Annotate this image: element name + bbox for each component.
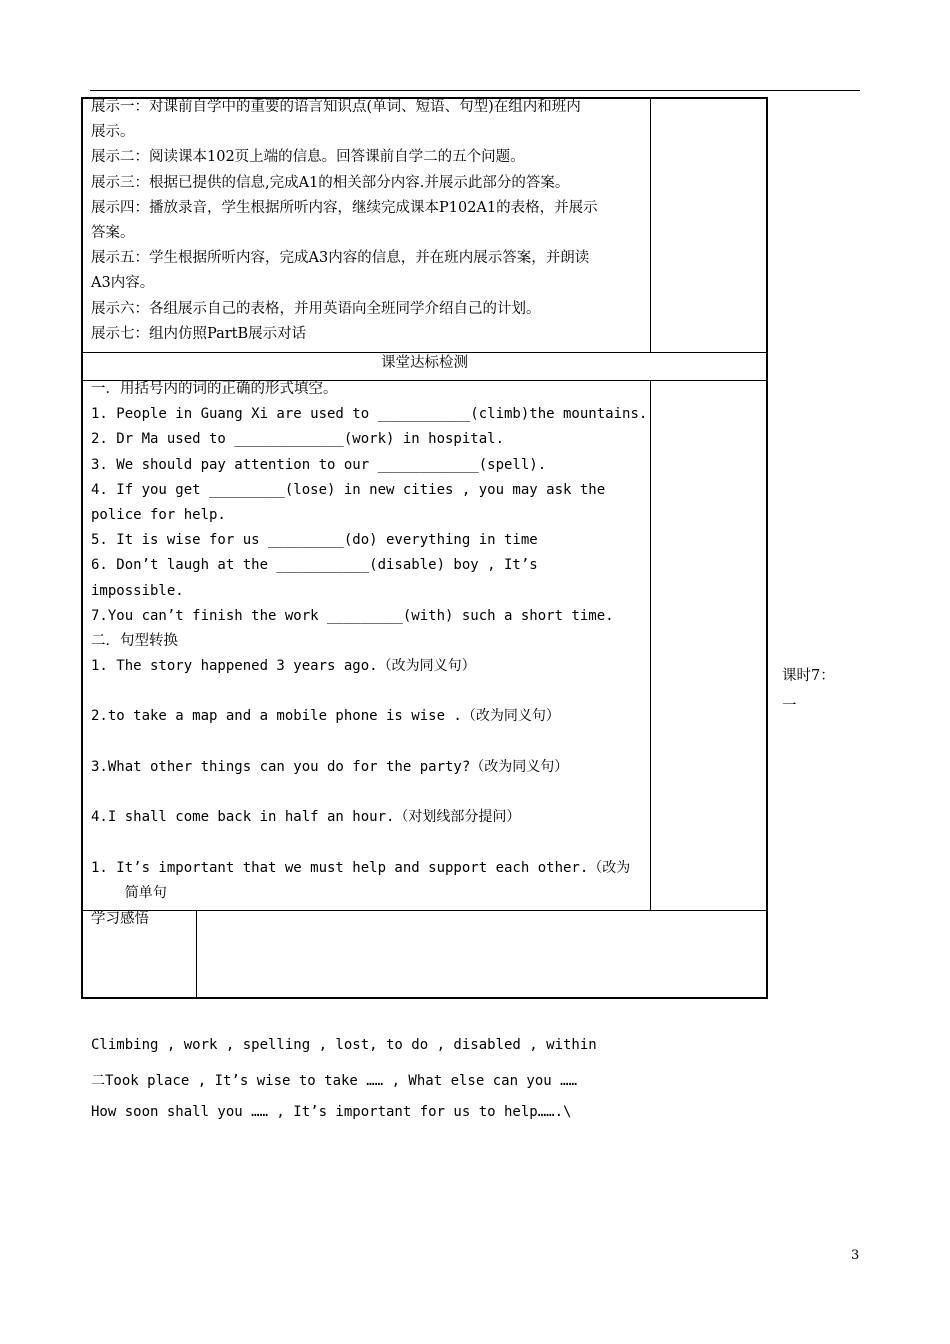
exercise-line [91, 830, 647, 855]
check-title: 课堂达标检测 [381, 355, 468, 371]
show-line: A3内容。 [91, 275, 155, 292]
exercise-line [91, 679, 647, 704]
show-line: 展示六：各组展示自己的表格，并用英语向全班同学介绍自己的计划。 [91, 300, 541, 317]
exercise-line: 4. If you get _________(lose) in new cities , you may ask the [91, 481, 606, 498]
column-divider-exercises [650, 380, 651, 910]
answer-line-2: 二Took place , It’s wise to take …… , What else can you …… [91, 1073, 578, 1089]
exercise-line: police for help. [91, 506, 226, 523]
exercise-line: 6. Don’t laugh at the ___________(disable) boy , It’s [91, 557, 538, 574]
exercises [91, 377, 647, 906]
exercise-line [91, 780, 647, 805]
exercise-line: 简单句 [91, 884, 167, 901]
page-number: 3 [851, 1248, 860, 1263]
exercise-line: 二．句型转换 [91, 632, 178, 649]
show-line: 展示。 [91, 124, 135, 141]
lesson-table [81, 97, 768, 999]
show-line: 展示四：播放录音，学生根据所听内容，继续完成课本P102A1的表格，并展示 [91, 199, 598, 216]
row-divider-3 [83, 910, 766, 911]
exercise-line: 1. It’s important that we must help and support each other.（改为 [91, 859, 631, 876]
exercise-line: impossible. [91, 582, 184, 599]
exercise-line [91, 730, 647, 755]
exercise-line: 3. We should pay attention to our ____________(spell). [91, 456, 547, 473]
exercise-line: 3.What other things can you do for the party?（改为同义句） [91, 758, 569, 775]
reflection-label: 学习感悟 [91, 911, 149, 927]
exercise-line: 2.to take a map and a mobile phone is wise .（改为同义句） [91, 708, 560, 725]
exercise-line: 2. Dr Ma used to _____________(work) in hospital. [91, 431, 505, 448]
show-line: 展示二：阅读课本102页上端的信息。回答课前自学二的五个问题。 [91, 149, 525, 166]
side-note-period: 课时7： [782, 668, 835, 684]
answer-line-1: Climbing , work , spelling , lost, to do , disabled , within [91, 1037, 597, 1053]
show-line: 展示五：学生根据所听内容，完成A3内容的信息，并在班内展示答案，并朗读 [91, 250, 590, 267]
exercise-line: 1. People in Guang Xi are used to ___________(climb)the mountains. [91, 406, 648, 423]
show-line: 答案。 [91, 225, 135, 242]
exercise-line: 1. The story happened 3 years ago.（改为同义句） [91, 658, 476, 675]
exercise-line: 7.You can’t finish the work _________(with) such a short time. [91, 607, 614, 624]
show-section [91, 95, 598, 347]
exercise-line: 一．用括号内的词的正确的形式填空。 [91, 381, 338, 397]
side-note [782, 661, 835, 721]
reflection-divider [196, 910, 197, 998]
header-rule [90, 90, 860, 91]
show-line: 展示七：组内仿照PartB展示对话 [91, 325, 307, 342]
show-line: 展示三：根据已提供的信息,完成A1的相关部分内容.并展示此部分的答案。 [91, 174, 570, 191]
exercise-line: 4.I shall come back in half an hour.（对划线部分提问） [91, 809, 521, 826]
exercise-line: 5. It is wise for us _________(do) everything in time [91, 532, 538, 549]
answer-line-3: How soon shall you …… , It’s important for us to help…….\ [91, 1104, 572, 1120]
side-note-value: 一 [782, 698, 797, 714]
show-line: 展示一：对课前自学中的重要的语言知识点(单词、短语、句型)在组内和班内 [91, 99, 581, 115]
column-divider-top [650, 99, 651, 353]
